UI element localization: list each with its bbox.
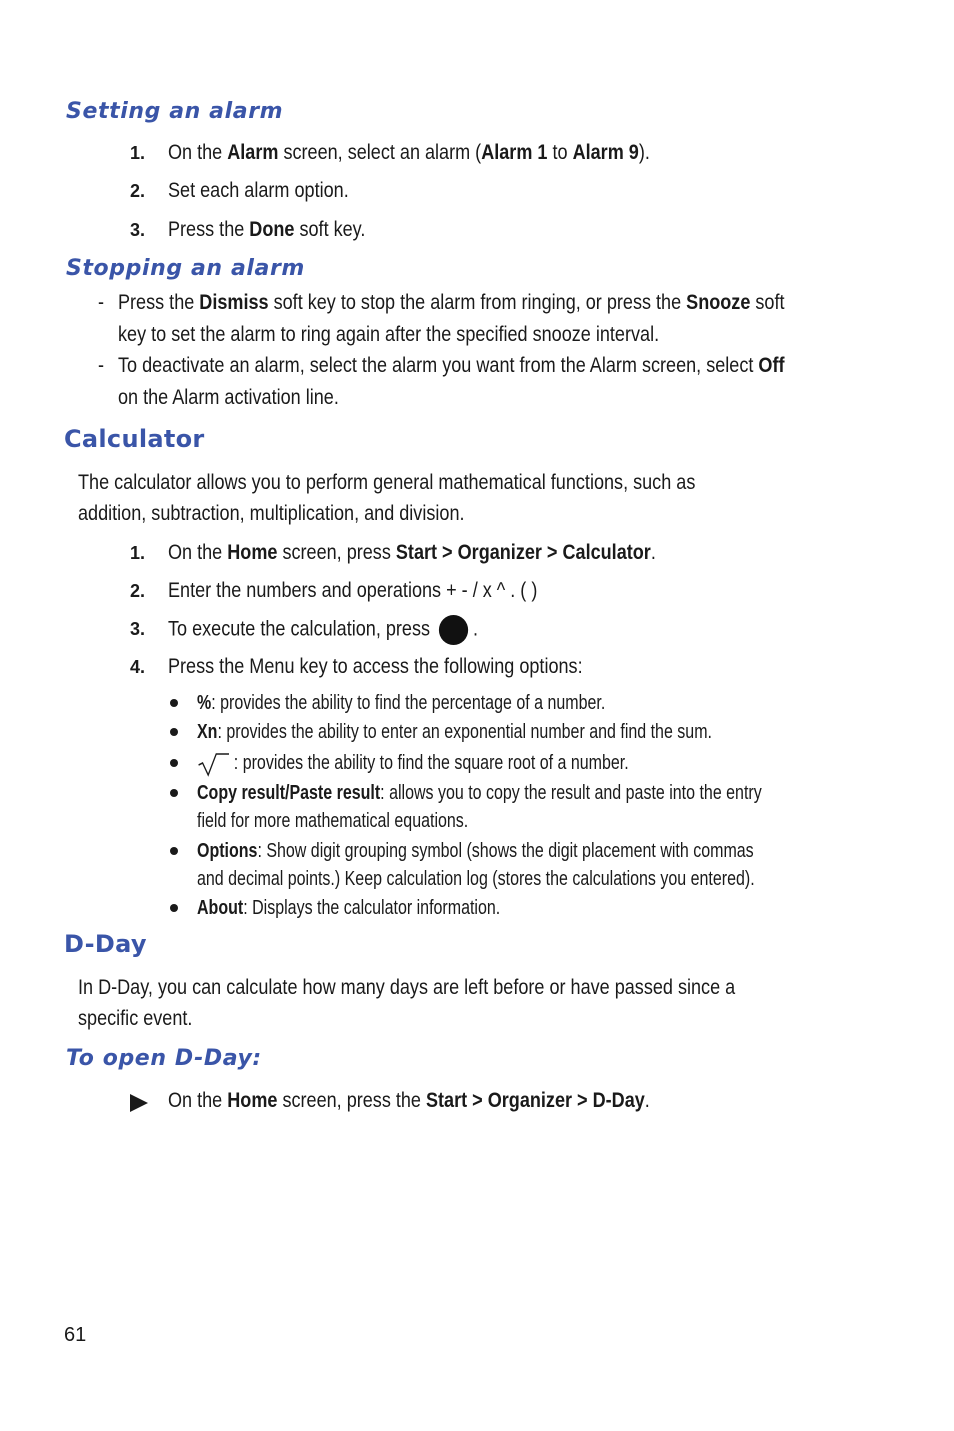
dash-marker: - — [98, 291, 105, 314]
stopping-alarm-heading: Stopping an alarm — [66, 256, 305, 281]
bullet-dot — [170, 759, 178, 767]
square-root-icon — [197, 751, 231, 777]
bullet-dot — [170, 904, 178, 912]
step-text: On the Home screen, press Start > Organizer > Calculator. — [168, 541, 656, 564]
step-number: 2. — [130, 581, 146, 601]
calculator-heading: Calculator — [64, 425, 205, 453]
calculator-intro: The calculator allows you to perform general mathematical functions, such as addition, subtraction, multiplication, and division. — [78, 471, 696, 525]
setting-alarm-heading: Setting an alarm — [66, 99, 284, 124]
step-number: 4. — [130, 657, 146, 677]
option-text: Options: Show digit grouping symbol (shows the digit placement with commas and decimal points.) Keep calculation log (stores the calculations you entered). — [197, 840, 755, 890]
option-text: About: Displays the calculator information. — [197, 897, 501, 919]
step-text: Press the Done soft key. — [168, 218, 366, 241]
option-text: Copy result/Paste result: allows you to copy the result and paste into the entry field for more mathematical equations. — [197, 782, 762, 832]
step-text: On the Alarm screen, select an alarm (Alarm 1 to Alarm 9). — [168, 141, 650, 164]
step-text: To execute the calculation, press . — [168, 615, 478, 645]
play-arrow-icon — [130, 1094, 148, 1112]
step-number: 1. — [130, 543, 146, 563]
select-key-icon — [439, 615, 468, 645]
option-text: %: provides the ability to find the percentage of a number. — [197, 692, 606, 714]
option-text: : provides the ability to find the square root of a number. — [197, 749, 629, 777]
step-text: Press the Menu key to access the following options: — [168, 655, 583, 678]
bullet-dot — [170, 699, 178, 707]
step-text: On the Home screen, press the Start > Organizer > D-Day. — [168, 1089, 650, 1112]
step-number: 1. — [130, 143, 146, 163]
step-number: 2. — [130, 181, 146, 201]
item-text: To deactivate an alarm, select the alarm you want from the Alarm screen, select Off on the Alarm activation line. — [118, 354, 785, 409]
page-number: 61 — [64, 1324, 87, 1346]
step-number: 3. — [130, 619, 146, 639]
dday-heading: D-Day — [64, 930, 147, 958]
bullet-dot — [170, 847, 178, 855]
step-number: 3. — [130, 220, 146, 240]
step-text: Set each alarm option. — [168, 179, 349, 202]
bullet-dot — [170, 728, 178, 736]
dash-marker: - — [98, 354, 105, 377]
step-text: Enter the numbers and operations + - / x ^ . ( ) — [168, 579, 538, 602]
open-dday-heading: To open D-Day: — [66, 1046, 262, 1071]
dday-intro: In D-Day, you can calculate how many days are left before or have passed since a specific event. — [78, 976, 736, 1030]
option-text: Xn: provides the ability to enter an exponential number and find the sum. — [197, 721, 712, 743]
item-text: Press the Dismiss soft key to stop the alarm from ringing, or press the Snooze soft key to set the alarm to ring again after the specified snooze interval. — [118, 291, 785, 346]
bullet-dot — [170, 789, 178, 797]
